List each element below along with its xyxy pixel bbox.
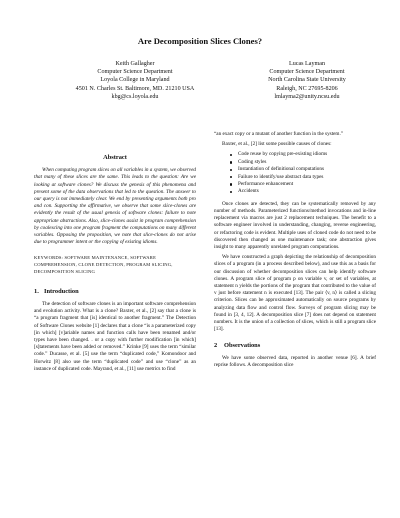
right-column [214,131,376,372]
body-paragraph: Once clones are detected, they can be systematically removed by any number of methods. Parameterized functions/method invocations and in-line replacement via macros are just 2 replacement techniques. The benefit to a software engineer involved in understanding, changing, reverse engineering, or refactoring code is evident. Multiple uses of cloned code do not need to be discovered then changed as one maintenance task; one abstraction gives insight to many apparently unrelated program computations. [214,200,376,251]
paper-title: Are Decomposition Slices Clones? [137,36,263,46]
continued-text: “an exact copy or a mutant of another function in the system.” [214,131,344,137]
section-number: 2 [214,341,218,349]
body-paragraph: We have some observed data, reported in another venue [6]. A brief reprise follows. A decomposition slice [214,354,376,368]
abstract-heading: Abstract [103,154,127,161]
list-item: Coding styles [238,159,376,166]
author-address: Raleigh, NC 27695-8206 [276,85,338,92]
abstract-text: When computing program slices on all variables in a system, we observed that many of these slices are the same. This leads to the question: Are we looking at software clones? We discuss the genesis of this phenomena and present some of the data observations that led to the question. The answer to our query is not immediately clear. We end by presenting arguments both pro and con. Supporting the affirmative, we observe that some slice-clones are evidently the result of the usual genesis of software clones: failure to note appropriate abstractions. Also, slice-clones assist in program comprehension by coalescing into one program fragment the computations on many different variables. Opposing the proposition, we note that slice-clones do not arise due to programmer intent or the copying of existing idioms. [34,167,196,246]
body-paragraph: We have constructed a graph depicting the relationship of decomposition slices of a program (in a process described below), and use this as a basis for our discussion of whether decomposition slices can help identify software clones. A program slice of program p on variable v, or set of variables, at statement n yields the portions of the program that contributed to the value of v just before statement n is executed [13]. The pair ⟨v, n⟩ is called a slicing criterion. Slices can be approximated automatically on source programs by analyzing data flow and control flow. Surveys of program slicing may be found in [3, 4, 12]. A decomposition slice [7] does not depend on statement numbers. It is the union of a collection of slices, which is still a program slice [13]. [214,254,376,333]
author-email: kbg@cs.loyola.edu [111,93,159,100]
list-item: Performance enhancement [238,181,376,188]
left-column [34,154,196,376]
author-address: 4501 N. Charles St. Baltimore, MD. 21210 USA [75,85,195,92]
author-name: Keith Gallagher [115,61,155,67]
author-name: Lucas Layman [288,61,326,67]
keywords: KEYWORDS: SOFTWARE MAINTENANCE, SOFTWARE COMPREHENSION, CLONE DETECTION, PROGRAM SLICING, DECOMPOSITION SLICING [34,255,173,275]
list-item: Code reuse by copying pre-existing idioms [238,151,376,158]
author-block-1 [60,60,210,101]
author-block-2 [232,60,382,101]
section-heading-observations [214,342,376,349]
list-item: Accidents [238,188,376,195]
section-number: 1. [34,287,39,295]
author-affiliation: Computer Science Department [97,69,173,76]
author-institution: Loyola College in Maryland [100,77,170,84]
list-item: Failure to identify/use abstract data types [238,174,376,181]
author-affiliation: Computer Science Department [269,69,345,76]
section-title: Observations [224,341,261,349]
causes-list [214,151,376,195]
causes-intro: Baxter, et al., [2] list some possible causes of clones: [222,141,332,148]
author-institution: North Carolina State University [268,77,346,84]
section-title: Introduction [44,287,79,295]
intro-paragraph: The detection of software clones is an important software comprehension and evolution activity. What is a clone? Baxter, et al., [2] say that a clone is “a program fragment that [is] identical to another fragment.” The Detection of Software Clones website [1] declares that a clone “is a parameterized copy [in which] [v]ariable names and function calls have been renamed and/or types have been changed. . or a copy with further modification [in which] [s]tatements have been added or removed.” Krinke [9] uses the term “similar code.” Ducasse, et al. [5] use the term “duplicated code,” Komondoor and Horwitz [8] also use the term “duplicated code” and use “clone” as an instance of duplicated code. Mayrand, et al., [11] use metrics to find [34,301,196,372]
list-item: Instantiation of definitional computations [238,166,376,173]
section-heading-introduction [34,288,196,295]
author-email: lmlayma2@unity.ncsu.edu [274,93,340,100]
